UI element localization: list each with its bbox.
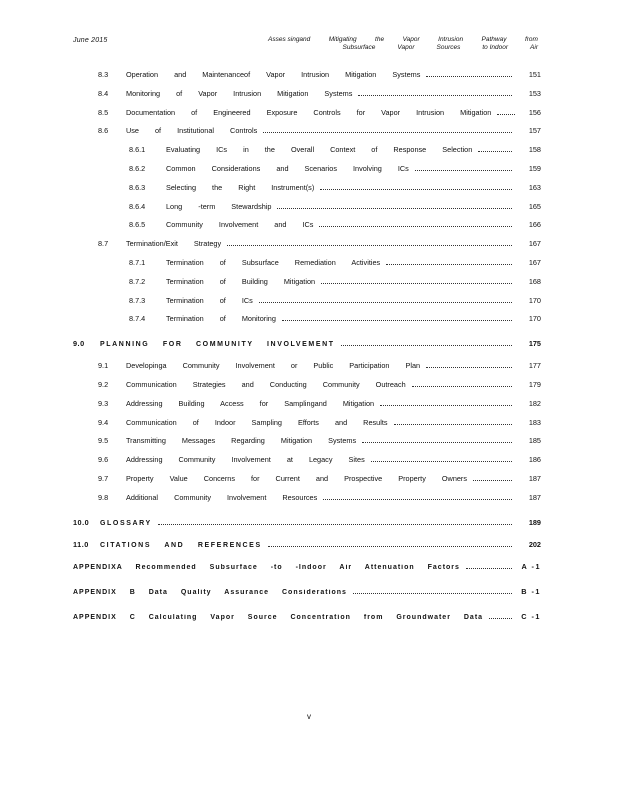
toc-entry-title: Use of Institutional Controls <box>126 126 258 136</box>
toc-leader-dots <box>277 208 512 209</box>
toc-entry-number: 8.6.3 <box>129 182 146 192</box>
toc-leader-dots <box>497 114 515 115</box>
toc-entry-title-wrap <box>73 589 515 596</box>
toc-entry-page: 166 <box>528 220 541 230</box>
toc-entry-title-wrap <box>73 614 515 621</box>
toc-entry-title-wrap <box>100 520 515 527</box>
toc-entry-title: Common Considerations and Scenarios Involving ICs <box>166 163 409 173</box>
toc-entry-page: 151 <box>528 70 541 79</box>
header-word: to Indoor <box>482 44 509 51</box>
toc-entry[interactable] <box>73 183 541 202</box>
toc-entry-page: B -1 <box>521 586 541 596</box>
toc-leader-dots <box>268 546 512 547</box>
toc-entry-title: Communication of Indoor Sampling Efforts and Results <box>126 417 388 427</box>
toc-entry-page: 159 <box>528 163 541 173</box>
toc-leader-dots <box>319 226 512 227</box>
toc-entry-number: 8.7.3 <box>129 295 146 305</box>
toc-leader-dots <box>478 151 512 152</box>
toc-entry-title: GLOSSARY <box>100 519 152 527</box>
toc-entry-title: Long -term Stewardship <box>166 201 272 211</box>
toc-entry-number: 8.6.1 <box>129 145 146 155</box>
toc-entry-title: Evaluating ICs in the Overall Context of Response Selection <box>166 145 473 155</box>
toc-leader-dots <box>394 424 512 425</box>
toc-entry-title: Selecting the Right Instrument(s) <box>166 182 315 192</box>
toc-entry[interactable] <box>73 612 541 637</box>
toc-entry[interactable] <box>73 518 541 540</box>
toc-leader-dots <box>380 405 512 406</box>
toc-entry-title-wrap <box>166 258 515 267</box>
toc-entry-page: 187 <box>528 492 541 502</box>
toc-entry[interactable] <box>73 164 541 183</box>
toc-leader-dots <box>259 302 512 303</box>
toc-entry-number: 9.0 <box>73 339 85 349</box>
toc-entry-title-wrap <box>126 418 515 427</box>
toc-entry-page: 189 <box>528 517 541 527</box>
header-word: Subsurface <box>342 44 376 51</box>
toc-leader-dots <box>473 480 512 481</box>
toc-entry-page: 163 <box>528 182 541 192</box>
toc-entry-number: 11.0 <box>73 539 89 549</box>
toc-entry-number: 9.5 <box>98 436 109 446</box>
toc-entry-page: 165 <box>528 201 541 211</box>
toc-entry-title: Monitoring of Vapor Intrusion Mitigation Systems <box>126 88 353 98</box>
toc-entry-title-wrap <box>126 89 515 98</box>
toc-entry-title: Property Value Concerns for Current and Prospective Property Owners <box>126 473 468 483</box>
toc-entry-title: Communication Strategies and Conducting Community Outreach <box>126 379 406 389</box>
toc-entry-title: APPENDIX B Data Quality Assurance Considerations <box>73 588 347 596</box>
toc-entry-title: Termination of ICs <box>166 295 253 305</box>
toc-entry[interactable] <box>73 277 541 296</box>
toc-entry-number: 9.3 <box>98 398 109 408</box>
toc-entry-number: 8.3 <box>98 70 109 79</box>
toc-entry[interactable] <box>73 220 541 239</box>
header-word: Pathway <box>481 36 507 43</box>
toc-entry-title-wrap <box>126 493 515 502</box>
toc-entry-page: 175 <box>528 339 541 349</box>
toc-entry-number: 8.7 <box>98 239 109 249</box>
header-title-line2 <box>268 44 538 52</box>
toc-leader-dots <box>489 618 512 619</box>
toc-entry-title: CITATIONS AND REFERENCES <box>100 541 262 549</box>
toc-leader-dots <box>426 76 512 77</box>
toc-entry-title: Additional Community Involvement Resources <box>126 492 318 502</box>
toc-entry-page: 156 <box>528 107 541 117</box>
toc-entry[interactable] <box>73 493 541 512</box>
toc-entry[interactable] <box>73 540 541 562</box>
toc-leader-dots <box>362 442 512 443</box>
toc-entry-title: Developinga Community Involvement or Public Participation Plan <box>126 361 421 371</box>
toc-entry-title-wrap <box>166 220 515 229</box>
toc-entry-title: Operation and Maintenanceof Vapor Intrusion Mitigation Systems <box>126 70 421 79</box>
toc-entry-number: 9.4 <box>98 417 109 427</box>
toc-leader-dots <box>321 283 512 284</box>
toc-entry-title-wrap <box>126 70 515 79</box>
toc-entry-title-wrap <box>166 202 515 211</box>
toc-entry-number: 9.8 <box>98 492 109 502</box>
toc-entry-page: 185 <box>528 436 541 446</box>
toc-entry-page: A -1 <box>521 561 541 571</box>
toc-entry-title-wrap <box>126 380 515 389</box>
toc-entry[interactable] <box>73 380 541 399</box>
toc-entry-number: 9.1 <box>98 361 109 371</box>
toc-entry-title-wrap <box>100 542 515 549</box>
toc-entry-number: 8.7.1 <box>129 257 146 267</box>
toc-entry-number: 8.5 <box>98 107 109 117</box>
toc-leader-dots <box>158 524 512 525</box>
toc-entry[interactable] <box>73 202 541 221</box>
toc-leader-dots <box>320 189 512 190</box>
toc-entry-page: 179 <box>528 379 541 389</box>
toc-leader-dots <box>227 245 512 246</box>
toc-entry-number: 8.6.4 <box>129 201 146 211</box>
toc-entry-page: 153 <box>528 88 541 98</box>
toc-entry-page: C -1 <box>521 611 541 621</box>
toc-entry-title: Termination/Exit Strategy <box>126 239 222 249</box>
toc-entry-page: 187 <box>528 473 541 483</box>
toc-entry-title: APPENDIX C Calculating Vapor Source Concentration from Groundwater Data <box>73 613 484 621</box>
header-word: Sources <box>436 44 461 51</box>
toc-entry-title-wrap <box>73 564 515 571</box>
toc-entry[interactable] <box>73 436 541 455</box>
toc-entry-title-wrap <box>166 314 515 323</box>
toc-entry-title: Documentation of Engineered Exposure Controls for Vapor Intrusion Mitigation <box>126 107 492 117</box>
header-word: Mitigating <box>328 36 357 43</box>
toc-entry-title-wrap <box>100 341 515 348</box>
toc-entry-page: 167 <box>528 239 541 249</box>
page-number: v <box>307 712 311 721</box>
toc-entry-number: 8.7.2 <box>129 276 146 286</box>
header-word: Intrusion <box>438 36 464 43</box>
toc-entry[interactable] <box>73 239 541 258</box>
toc-entry-title: Community Involvement and ICs <box>166 220 314 230</box>
toc-entry-number: 8.6 <box>98 126 109 136</box>
toc-entry-title-wrap <box>126 436 515 445</box>
toc-leader-dots <box>323 499 512 500</box>
toc-entry-title-wrap <box>166 145 515 154</box>
toc-entry[interactable] <box>73 339 541 361</box>
toc-entry[interactable] <box>73 126 541 145</box>
toc-leader-dots <box>466 568 512 569</box>
toc-entry-page: 170 <box>528 314 541 324</box>
toc-leader-dots <box>371 461 512 462</box>
toc-entry-title-wrap <box>126 399 515 408</box>
toc-leader-dots <box>341 345 512 346</box>
toc-entry-number: 8.6.2 <box>129 163 146 173</box>
toc-entry-title-wrap <box>126 455 515 464</box>
toc-entry-title-wrap <box>166 277 515 286</box>
toc-entry-title: APPENDIXA Recommended Subsurface -to -Indoor Air Attenuation Factors <box>73 563 460 571</box>
header-title-line1 <box>268 36 538 44</box>
toc-entry-number: 10.0 <box>73 517 90 527</box>
toc-entry-number: 9.6 <box>98 455 109 465</box>
header-word: Air <box>530 44 538 51</box>
toc-entry[interactable] <box>73 314 541 333</box>
header-word: Vapor <box>397 44 415 51</box>
toc-entry[interactable] <box>73 587 541 612</box>
toc-entry-title-wrap <box>126 474 515 483</box>
toc-entry-page: 186 <box>528 455 541 465</box>
header-word: the <box>375 36 385 43</box>
toc-entry-title: Addressing Community Involvement at Legacy Sites <box>126 455 365 465</box>
toc-entry[interactable] <box>73 296 541 315</box>
toc-entry-title: Termination of Subsurface Remediation Activities <box>166 257 381 267</box>
toc-entry-page: 202 <box>528 539 541 549</box>
toc-entry-title-wrap <box>166 164 515 173</box>
toc-leader-dots <box>358 95 512 96</box>
toc-entry[interactable] <box>73 89 541 108</box>
toc-entry[interactable] <box>73 70 541 89</box>
toc-entry-page: 157 <box>528 126 541 136</box>
table-of-contents <box>73 70 541 637</box>
toc-entry-title-wrap <box>126 108 515 117</box>
toc-leader-dots <box>426 367 512 368</box>
toc-entry-number: 9.2 <box>98 379 109 389</box>
toc-entry-title-wrap <box>126 126 515 135</box>
header-word: Asses singand <box>268 36 311 43</box>
toc-entry-title-wrap <box>166 183 515 192</box>
toc-entry[interactable] <box>73 474 541 493</box>
toc-entry-number: 8.6.5 <box>129 220 146 230</box>
toc-entry[interactable] <box>73 418 541 437</box>
toc-entry-title: Termination of Monitoring <box>166 314 276 324</box>
toc-entry-page: 177 <box>528 361 541 371</box>
toc-leader-dots <box>386 264 512 265</box>
toc-entry-number: 9.7 <box>98 473 109 483</box>
toc-leader-dots <box>412 386 512 387</box>
toc-entry-page: 158 <box>528 145 541 155</box>
toc-leader-dots <box>415 170 512 171</box>
toc-entry-page: 170 <box>528 295 541 305</box>
toc-entry-title: Termination of Building Mitigation <box>166 276 316 286</box>
toc-entry-title: PLANNING FOR COMMUNITY INVOLVEMENT <box>100 341 335 349</box>
toc-entry-title-wrap <box>126 361 515 370</box>
toc-leader-dots <box>282 320 512 321</box>
header-date: June 2015 <box>73 37 108 44</box>
toc-entry[interactable] <box>73 258 541 277</box>
toc-entry-number: 8.7.4 <box>129 314 146 324</box>
toc-entry[interactable] <box>73 455 541 474</box>
toc-entry-page: 168 <box>528 276 541 286</box>
header-title <box>268 36 538 52</box>
toc-entry-page: 183 <box>528 417 541 427</box>
toc-entry-page: 167 <box>528 257 541 267</box>
toc-entry[interactable] <box>73 399 541 418</box>
toc-entry-title-wrap <box>126 239 515 248</box>
toc-entry[interactable] <box>73 145 541 164</box>
toc-entry-title: Transmitting Messages Regarding Mitigation Systems <box>126 436 357 446</box>
toc-entry[interactable] <box>73 562 541 587</box>
toc-leader-dots <box>353 593 512 594</box>
toc-leader-dots <box>263 132 512 133</box>
toc-entry[interactable] <box>73 108 541 127</box>
toc-entry-title: Addressing Building Access for Samplingand Mitigation <box>126 398 375 408</box>
toc-entry-title-wrap <box>166 296 515 305</box>
toc-entry-page: 182 <box>528 398 541 408</box>
toc-entry[interactable] <box>73 361 541 380</box>
toc-entry-number: 8.4 <box>98 88 109 98</box>
header-word: Vapor <box>402 36 420 43</box>
header-word: from <box>524 36 538 43</box>
